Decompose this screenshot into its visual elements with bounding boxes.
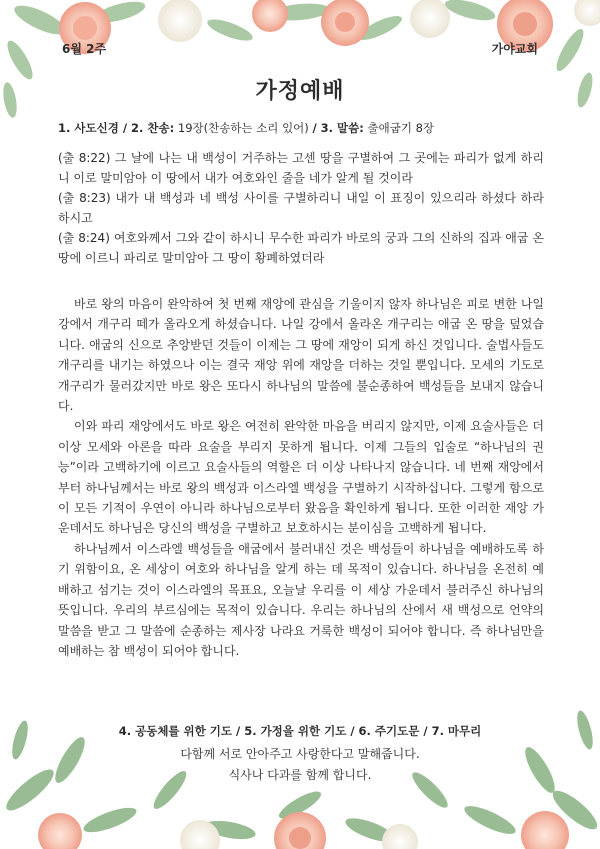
verse: (출 8:22) 그 날에 나는 내 백성이 거주하는 고센 땅을 구별하여 그 곳에는 파리가 없게 하리니 이로 말미암아 이 땅에서 내가 여호와인 줄을 네가 알게 될 것이라 bbox=[58, 151, 544, 185]
page-title: 가정예배 bbox=[255, 79, 345, 104]
week-label: 6월 2주 bbox=[62, 42, 107, 56]
order-scripture-label: / 3. 말씀: bbox=[312, 121, 364, 135]
sermon-paragraph: 바로 왕의 마음이 완악하여 첫 번째 재앙에 관심을 기울이지 않자 하나님은 피로 변한 나일 강에서 개구리 떼가 올라오게 하셨습니다. 나일 강에서 올라온 개구리는 애굽 온 땅을 덮었습니다. 애굽의 신으로 추앙받던 것들이 이제는 그 땅에 재앙이 되게 하신 것입니다. 술법사들도 개구리를 내기는 하였으나 이는 결국 재앙 위에 재앙을 더하는 것일 뿐입니다. 모세의 기도로 개구리가 물러갔지만 바로 왕은 또다시 하나님의 말씀에 불순종하여 백성들을 보내지 않습니다. bbox=[58, 297, 544, 414]
order-scripture: 출애굽기 8장 bbox=[363, 121, 435, 135]
sermon-body bbox=[58, 294, 544, 661]
order-creed: 1. 사도신경 / 2. 찬송: bbox=[58, 121, 175, 135]
verse: (출 8:23) 내가 내 백성과 네 백성 사이를 구별하리니 내일 이 표징이 있으리라 하셨다 하라 하시고 bbox=[58, 191, 544, 225]
closing-instruction: 다함께 서로 안아주고 사랑한다고 말해줍니다. bbox=[180, 747, 420, 761]
worship-order bbox=[58, 120, 434, 136]
order-hymn: 19장(찬송하는 소리 있어) bbox=[174, 121, 313, 135]
church-name: 가야교회 bbox=[491, 42, 538, 56]
closing-instruction: 식사나 다과를 함께 합니다. bbox=[228, 768, 372, 782]
sermon-paragraph: 하나님께서 이스라엘 백성들을 애굽에서 불러내신 것은 백성들이 하나님을 예배하도록 하기 위함이요, 온 세상이 여호와 하나님을 알게 하는 데 목적이 있습니다. 하나님을 온전히 예배하고 섬기는 것이 이스라엘의 목표요, 오늘날 우리를 이 세상 가운데서 불러주신 하나님의 뜻입니다. 우리의 부르심에는 목적이 있습니다. 우리는 하나님의 산에서 새 백성으로 언약의 말씀을 받고 그 말씀에 순종하는 제사장 나라요 거룩한 백성이 되어야 합니다. 즉 하나님만을 예배하는 참 백성이 되어야 합니다. bbox=[58, 541, 544, 658]
sermon-paragraph: 이와 파리 재앙에서도 바로 왕은 여전히 완악한 마음을 버리지 않지만, 이제 요술사들은 더 이상 모세와 아론을 따라 요술을 부리지 못하게 됩니다. 이제 그들의 입술로 “하나님의 권능”이라 고백하기에 이르고 요술사들의 역할은 더 이상 나타나지 않습니다. 네 번째 재앙에서부터 하나님께서는 바로 왕의 백성과 이스라엘 백성을 구별하기 시작하십니다. 그렇게 함으로 이 모든 기적이 우연이 아니라 하나님으로부터 왔음을 확인하게 됩니다. 또한 이러한 재앙 가운데서도 하나님은 당신의 백성을 구별하고 보호하시는 분이심을 고백하게 됩니다. bbox=[58, 419, 544, 536]
verse: (출 8:24) 여호와께서 그와 같이 하시니 무수한 파리가 바로의 궁과 그의 신하의 집과 애굽 온 땅에 이르니 파리로 말미암아 그 땅이 황폐하였더라 bbox=[58, 231, 544, 265]
closing-order: 4. 공동체를 위한 기도 / 5. 가정을 위한 기도 / 6. 주기도문 / 7. 마무리 bbox=[118, 724, 482, 738]
scripture-verses bbox=[58, 148, 544, 268]
